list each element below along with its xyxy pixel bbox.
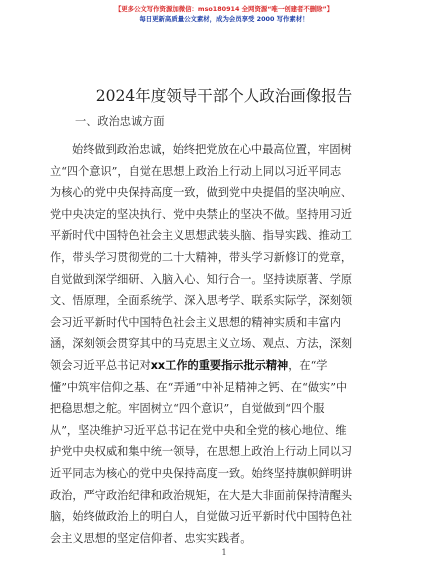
- body-line: 为核心的党中央保持高度一致，做到党中央提倡的坚决响应、: [50, 186, 353, 200]
- document-body: [50, 139, 400, 549]
- body-line-text: 领会习近平总书记对: [50, 358, 151, 372]
- bold-phrase: xx工作的重要指示批示精神: [150, 358, 289, 372]
- body-line: 作，带头学习贯彻党的二十大精神，带头学习新修订的党章，: [50, 250, 353, 264]
- page-number: 1: [221, 548, 227, 557]
- body-line: 党中央决定的坚决执行、党中央禁止的坚决不做。坚持用习近: [50, 207, 353, 221]
- body-line: 护党中央权威和集中统一领导，在思想上政治上行动上同以习: [50, 445, 353, 459]
- body-line: 会主义思想的坚定信仰者、忠实实践者。: [50, 531, 252, 545]
- body-line: 涵，深刻领会贯穿其中的马克思主义立场、观点、方法，深刻: [50, 337, 353, 351]
- body-line-tail: ，在“学: [288, 358, 328, 372]
- body-line: 近平同志为核心的党中央保持高度一致。始终坚持旗帜鲜明讲: [50, 466, 353, 480]
- promo-banner: [0, 4, 448, 24]
- body-line: 脑，始终做政治上的明白人，自觉做习近平新时代中国特色社: [50, 510, 353, 524]
- body-line: 政治，严守政治纪律和政治规矩，在大是大非面前保持清醒头: [50, 488, 353, 502]
- body-line: 会习近平新时代中国特色社会主义思想的精神实质和丰富内: [50, 315, 341, 329]
- body-line: 从”，坚决维护习近平总书记在党中央和全党的核心地位、维: [50, 423, 347, 437]
- body-line: 立“四个意识”，自觉在思想上政治上行动上同以习近平同志: [50, 164, 342, 178]
- document-title: 2024年度领导干部个人政治画像报告: [95, 87, 353, 105]
- promo-banner-line-2: 每日更新高质量公文素材，成为会员享受 2000 写作素材！: [139, 15, 309, 23]
- section-heading: 一、政治忠诚方面: [75, 115, 165, 128]
- body-line: 把稳思想之舵。牢固树立“四个意识”，自觉做到“四个服: [50, 402, 325, 416]
- body-line: 自觉做到深学细研、入脑入心、知行合一。坚持读原著、学原: [50, 272, 353, 286]
- body-line: 平新时代中国特色社会主义思想武装头脑、指导实践、推动工: [50, 229, 353, 243]
- body-line: 懂”中筑牢信仰之基、在“弄通”中补足精神之钙、在“做实”中: [50, 380, 348, 394]
- promo-banner-line-1: 【更多公文写作资源加微信：mso180914 全网资源“唯一创建者不删除”】: [114, 5, 334, 13]
- body-line: 文、悟原理，全面系统学、深入思考学、联系实际学，深刻领: [50, 294, 353, 308]
- body-line-with-emphasis: [50, 355, 400, 377]
- body-line: 始终做到政治忠诚，始终把党放在心中最高位置，牢固树: [72, 143, 352, 156]
